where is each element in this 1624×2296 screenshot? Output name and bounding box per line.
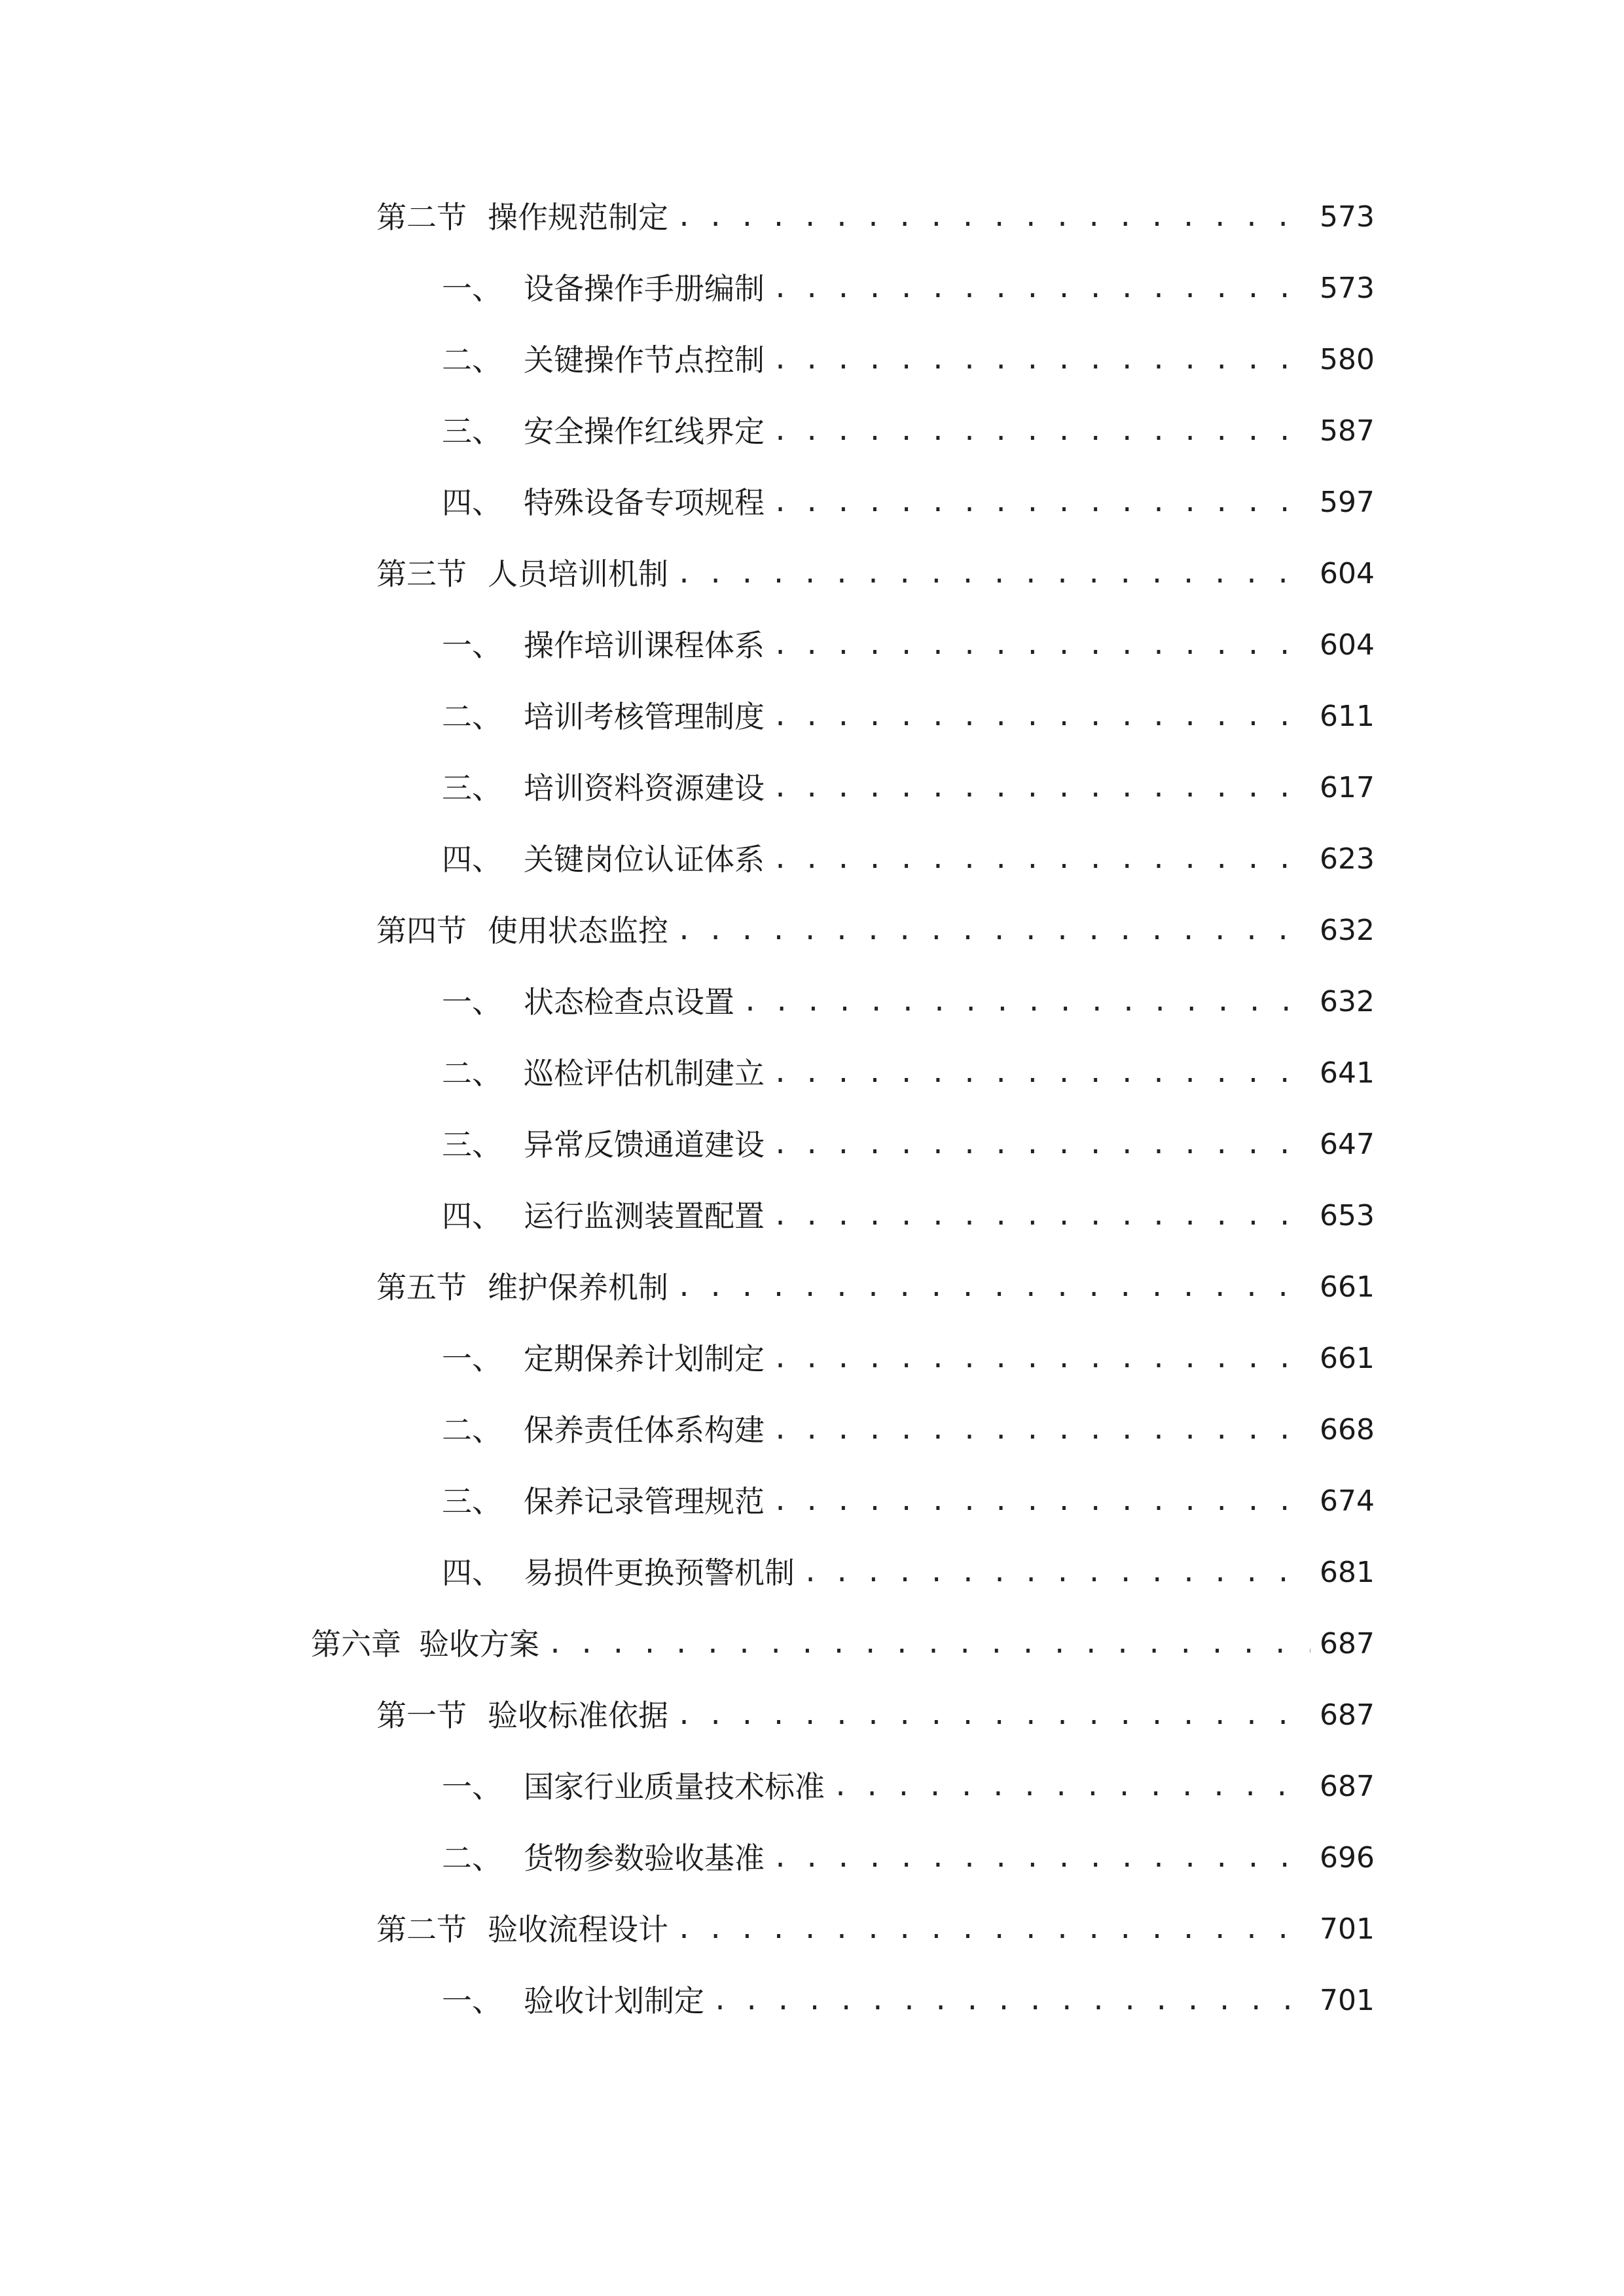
toc-entry-page: 661 [1320, 1342, 1375, 1375]
toc-entry[interactable] [442, 762, 1375, 814]
dot-leader [676, 1903, 1310, 1956]
toc-entry-title: 特殊设备专项规程 [524, 485, 765, 520]
toc-entry-title: 关键岗位认证体系 [524, 842, 765, 877]
toc-entry-number: 第三节 [376, 556, 467, 592]
dot-leader [676, 905, 1310, 957]
toc-entry-page: 647 [1320, 1128, 1375, 1161]
toc-entry-title: 国家行业质量技术标准 [524, 1769, 825, 1804]
toc-entry[interactable] [442, 1975, 1375, 2027]
toc-entry-title: 巡检评估机制建立 [524, 1056, 765, 1091]
dot-leader [772, 1404, 1310, 1456]
toc-entry-title: 培训资料资源建设 [524, 770, 765, 806]
toc-entry-title: 设备操作手册编制 [524, 271, 765, 306]
toc-entry-number: 三、 [442, 770, 502, 806]
toc-entry-number: 一、 [442, 1341, 502, 1376]
toc-entry-title: 运行监测装置配置 [524, 1198, 765, 1234]
toc-entry-page: 580 [1320, 343, 1375, 376]
toc-entry[interactable] [442, 1547, 1375, 1599]
dot-leader [772, 334, 1310, 386]
toc-entry-number: 三、 [442, 1484, 502, 1519]
toc-entry-page: 632 [1320, 985, 1375, 1018]
dot-leader [772, 1475, 1310, 1528]
toc-entry[interactable] [442, 833, 1375, 886]
toc-entry-page: 641 [1320, 1056, 1375, 1090]
toc-entry[interactable] [442, 262, 1375, 315]
toc-entry-page: 696 [1320, 1841, 1375, 1874]
toc-entry-number: 二、 [442, 1840, 502, 1876]
toc-entry-number: 一、 [442, 271, 502, 306]
toc-entry[interactable] [376, 1261, 1375, 1314]
toc-entry[interactable] [442, 334, 1375, 386]
toc-entry-title: 使用状态监控 [488, 913, 668, 948]
dot-leader [803, 1547, 1310, 1599]
toc-entry[interactable] [442, 1119, 1375, 1171]
toc-entry-page: 617 [1320, 771, 1375, 804]
toc-entry[interactable] [442, 405, 1375, 457]
dot-leader [742, 976, 1310, 1028]
dot-leader [772, 619, 1310, 672]
toc-entry-page: 668 [1320, 1413, 1375, 1446]
dot-leader [676, 191, 1310, 243]
toc-entry-page: 573 [1320, 272, 1375, 305]
toc-entry-number: 一、 [442, 984, 502, 1020]
dot-leader [772, 262, 1310, 315]
toc-entry-title: 关键操作节点控制 [524, 342, 765, 378]
toc-entry-title: 状态检查点设置 [524, 984, 734, 1020]
toc-entry-number: 二、 [442, 1056, 502, 1091]
toc-entry[interactable] [442, 976, 1375, 1028]
dot-leader [547, 1618, 1310, 1670]
toc-entry-number: 第二节 [376, 200, 467, 235]
toc-entry-number: 第六章 [311, 1626, 401, 1662]
toc-entry-title: 安全操作红线界定 [524, 414, 765, 449]
toc-entry-page: 623 [1320, 842, 1375, 876]
toc-entry[interactable] [311, 1618, 1375, 1670]
toc-entry-page: 573 [1320, 200, 1375, 234]
toc-entry-title: 培训考核管理制度 [524, 699, 765, 734]
toc-entry-page: 632 [1320, 914, 1375, 947]
toc-entry-page: 681 [1320, 1556, 1375, 1589]
toc-entry[interactable] [442, 1761, 1375, 1813]
dot-leader [712, 1975, 1310, 2027]
toc-entry-number: 第四节 [376, 913, 467, 948]
dot-leader [676, 1261, 1310, 1314]
dot-leader [833, 1761, 1310, 1813]
toc-entry-title: 验收计划制定 [524, 1983, 704, 2018]
toc-entry-number: 二、 [442, 1412, 502, 1448]
dot-leader [772, 691, 1310, 743]
toc-entry-page: 687 [1320, 1770, 1375, 1803]
toc-entry[interactable] [442, 1047, 1375, 1100]
toc-entry-number: 三、 [442, 414, 502, 449]
toc-entry-page: 687 [1320, 1698, 1375, 1732]
toc-entry[interactable] [442, 1832, 1375, 1884]
toc-entry-number: 第二节 [376, 1912, 467, 1947]
toc-entry[interactable] [442, 1475, 1375, 1528]
toc-entry-page: 587 [1320, 414, 1375, 448]
toc-entry-number: 四、 [442, 485, 502, 520]
toc-entry-page: 597 [1320, 486, 1375, 519]
toc-entry-title: 易损件更换预警机制 [524, 1555, 795, 1590]
toc-entry-number: 四、 [442, 842, 502, 877]
dot-leader [772, 1832, 1310, 1884]
toc-entry[interactable] [376, 905, 1375, 957]
toc-entry-title: 异常反馈通道建设 [524, 1127, 765, 1162]
toc-entry-title: 操作规范制定 [488, 200, 668, 235]
toc-entry-number: 一、 [442, 628, 502, 663]
toc-entry[interactable] [442, 1404, 1375, 1456]
toc-entry-number: 一、 [442, 1769, 502, 1804]
dot-leader [772, 762, 1310, 814]
toc-entry-title: 维护保养机制 [488, 1270, 668, 1305]
toc-entry-number: 四、 [442, 1198, 502, 1234]
toc-entry[interactable] [442, 476, 1375, 529]
toc-entry-number: 第五节 [376, 1270, 467, 1305]
toc-entry-number: 四、 [442, 1555, 502, 1590]
toc-entry-title: 人员培训机制 [488, 556, 668, 592]
dot-leader [772, 1190, 1310, 1242]
toc-entry-page: 611 [1320, 700, 1375, 733]
toc-entry[interactable] [442, 1190, 1375, 1242]
toc-entry-title: 验收标准依据 [488, 1698, 668, 1733]
toc-entry-title: 货物参数验收基准 [524, 1840, 765, 1876]
toc-entry[interactable] [442, 691, 1375, 743]
toc-entry-number: 三、 [442, 1127, 502, 1162]
toc-entry-page: 604 [1320, 557, 1375, 590]
toc-entry-page: 674 [1320, 1484, 1375, 1518]
toc-entry-number: 第一节 [376, 1698, 467, 1733]
toc-entry[interactable] [376, 1689, 1375, 1742]
toc-entry-title: 验收流程设计 [488, 1912, 668, 1947]
toc-entry-page: 701 [1320, 1984, 1375, 2017]
toc-entry-number: 一、 [442, 1983, 502, 2018]
toc-entry-page: 701 [1320, 1912, 1375, 1946]
dot-leader [772, 1047, 1310, 1100]
toc-entry-page: 687 [1320, 1627, 1375, 1660]
toc-entry-number: 二、 [442, 342, 502, 378]
toc-entry[interactable] [442, 619, 1375, 672]
dot-leader [772, 476, 1310, 529]
dot-leader [772, 833, 1310, 886]
dot-leader [772, 405, 1310, 457]
dot-leader [676, 548, 1310, 600]
toc-entry[interactable] [376, 548, 1375, 600]
toc-entry-title: 定期保养计划制定 [524, 1341, 765, 1376]
toc-entry-title: 验收方案 [419, 1626, 539, 1662]
toc-entry-page: 604 [1320, 628, 1375, 662]
toc-entry-page: 653 [1320, 1199, 1375, 1232]
toc-entry-title: 保养责任体系构建 [524, 1412, 765, 1448]
toc-entry[interactable] [376, 1903, 1375, 1956]
toc-entry-title: 操作培训课程体系 [524, 628, 765, 663]
toc-entry[interactable] [376, 191, 1375, 243]
toc-entry[interactable] [442, 1333, 1375, 1385]
dot-leader [772, 1119, 1310, 1171]
toc-entry-page: 661 [1320, 1270, 1375, 1304]
toc-entry-number: 二、 [442, 699, 502, 734]
toc-entry-title: 保养记录管理规范 [524, 1484, 765, 1519]
dot-leader [676, 1689, 1310, 1742]
dot-leader [772, 1333, 1310, 1385]
